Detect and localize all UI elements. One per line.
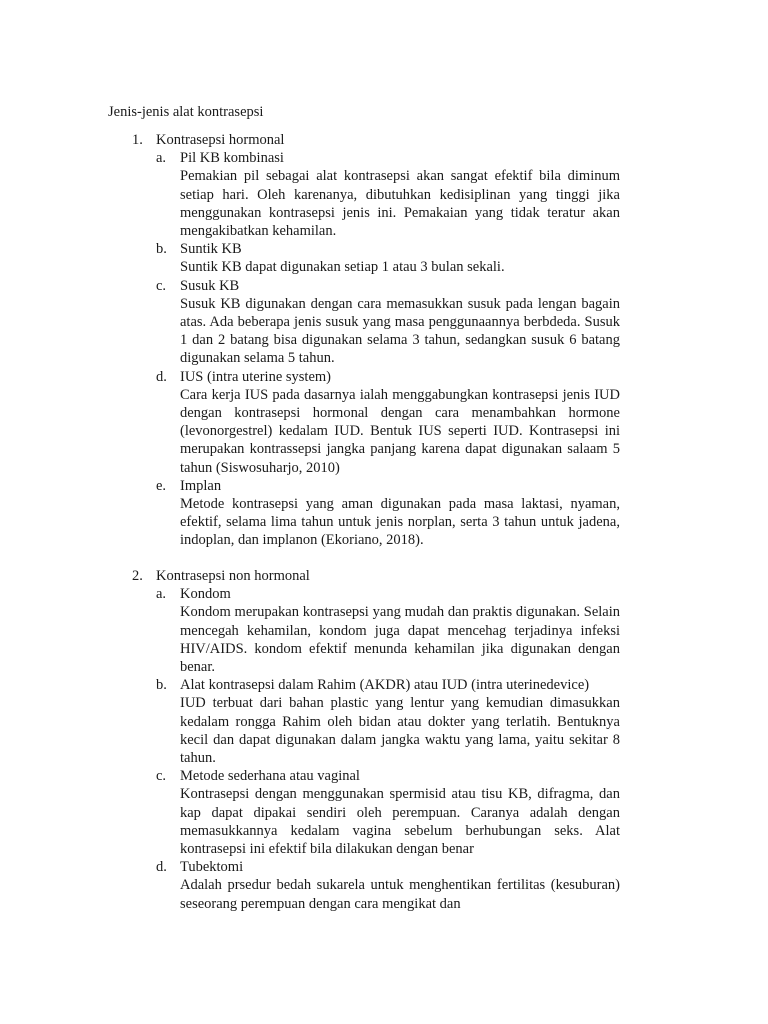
- item-body: Kontrasepsi dengan menggunakan spermisid atau tisu KB, difragma, dan kap dapat dipakai sendiri oleh perempuan. Caranya adalah dengan memasukkannya kedalam vagina sebelum berhubungan seks. Alat kontrasepsi ini efektif bila dilakukan dengan benar: [180, 786, 620, 857]
- item-title: IUS (intra uterine system): [180, 368, 332, 385]
- item-heading: [108, 368, 628, 386]
- list-item-ius: [108, 368, 628, 477]
- item-body: Cara kerja IUS pada dasarnya ialah menggabungkan kontrasepsi jenis IUD dengan kontrasepsi hormonal dengan cara menambahkan hormone (levonorgestrel) kedalam IUD. Bentuk IUS seperti IUD. Kontrasepsi ini merupakan kontrassepsi jangka panjang karena dapat digunakan salaam 5 tahun (Siswosuharjo, 2010): [180, 386, 620, 476]
- section-hormonal: [108, 131, 628, 550]
- item-letter: c.: [156, 277, 167, 294]
- item-body: Pemakian pil sebagai alat kontrasepsi akan sangat efektif bila diminum setiap hari. Oleh karenanya, dibutuhkan kedisiplinan yang tinggi jika menggunakan kontrasepsi jenis ini. Pemakaian yang tidak teratur akan mengakibatkan kehamilan.: [180, 168, 620, 239]
- list-item-suntik-kb: [108, 240, 628, 276]
- item-title: Implan: [180, 477, 222, 494]
- item-title: Susuk KB: [180, 277, 240, 294]
- item-heading: [108, 477, 628, 495]
- item-heading: [108, 585, 628, 603]
- item-body: Suntik KB dapat digunakan setiap 1 atau 3 bulan sekali.: [180, 259, 505, 276]
- item-body: IUD terbuat dari bahan plastic yang lentur yang kemudian dimasukkan kedalam rongga Rahim oleh bidan atau dokter yang terlatih. Bentuknya kecil dan dapat digunakan dalam jangka waktu yang lama, yaitu sekitar 8 tahun.: [180, 695, 620, 766]
- item-body: Adalah prsedur bedah sukarela untuk menghentikan fertilitas (kesuburan) seseorang perempuan dengan cara mengikat dan: [180, 877, 620, 912]
- document-title: Jenis-jenis alat kontrasepsi: [108, 104, 264, 120]
- item-title: Tubektomi: [180, 859, 244, 876]
- item-heading: [108, 149, 628, 167]
- item-letter: a.: [156, 150, 167, 167]
- section-heading: [108, 131, 628, 149]
- item-heading: [108, 240, 628, 258]
- item-heading: [108, 767, 628, 785]
- item-letter: e.: [156, 477, 167, 494]
- list-item-akdr-iud: [108, 676, 628, 767]
- item-letter: b.: [156, 241, 167, 258]
- section-heading: [108, 567, 628, 585]
- item-letter: c.: [156, 768, 167, 785]
- item-letter: d.: [156, 368, 167, 385]
- item-body: Kondom merupakan kontrasepsi yang mudah dan praktis digunakan. Selain mencegah kehamilan, kondom juga dapat mencehag terjadinya infeksi HIV/AIDS. kondom efektif menunda kehamilan jika digunakan dengan benar.: [180, 604, 620, 675]
- item-body: Metode kontrasepsi yang aman digunakan pada masa laktasi, nyaman, efektif, selama lima tahun untuk jenis norplan, serta 3 tahun untuk jadena, indoplan, dan implanon (Ekoriano, 2018).: [180, 495, 620, 549]
- section-number: 2.: [132, 568, 143, 584]
- item-heading: [108, 858, 628, 876]
- section-non-hormonal: [108, 567, 628, 913]
- item-letter: a.: [156, 586, 167, 603]
- item-letter: d.: [156, 859, 167, 876]
- item-heading: [108, 277, 628, 295]
- item-body: Susuk KB digunakan dengan cara memasukkan susuk pada lengan bagain atas. Ada beberapa jenis susuk yang masa penggunaannya berbdeda. Susuk 1 dan 2 batang bisa digunakan selama 3 tahun, sedangkan susuk 6 batang digunakan selama 5 tahun.: [180, 295, 620, 367]
- list-item-tubektomi: [108, 858, 628, 913]
- item-title: Kondom: [180, 586, 231, 603]
- item-title: Metode sederhana atau vaginal: [180, 768, 360, 785]
- section-number: 1.: [132, 132, 143, 148]
- section-label: Kontrasepsi hormonal: [156, 132, 285, 148]
- item-title: Alat kontrasepsi dalam Rahim (AKDR) atau IUD (intra uterinedevice): [180, 677, 590, 694]
- list-item-metode-sederhana: [108, 767, 628, 858]
- item-letter: b.: [156, 677, 167, 694]
- list-item-implan: [108, 477, 628, 550]
- item-title: Suntik KB: [180, 241, 242, 258]
- item-title: Pil KB kombinasi: [180, 150, 284, 167]
- list-item-pil-kb: [108, 149, 628, 240]
- list-item-susuk-kb: [108, 277, 628, 368]
- list-item-kondom: [108, 585, 628, 676]
- item-heading: [108, 676, 628, 694]
- section-label: Kontrasepsi non hormonal: [156, 568, 310, 584]
